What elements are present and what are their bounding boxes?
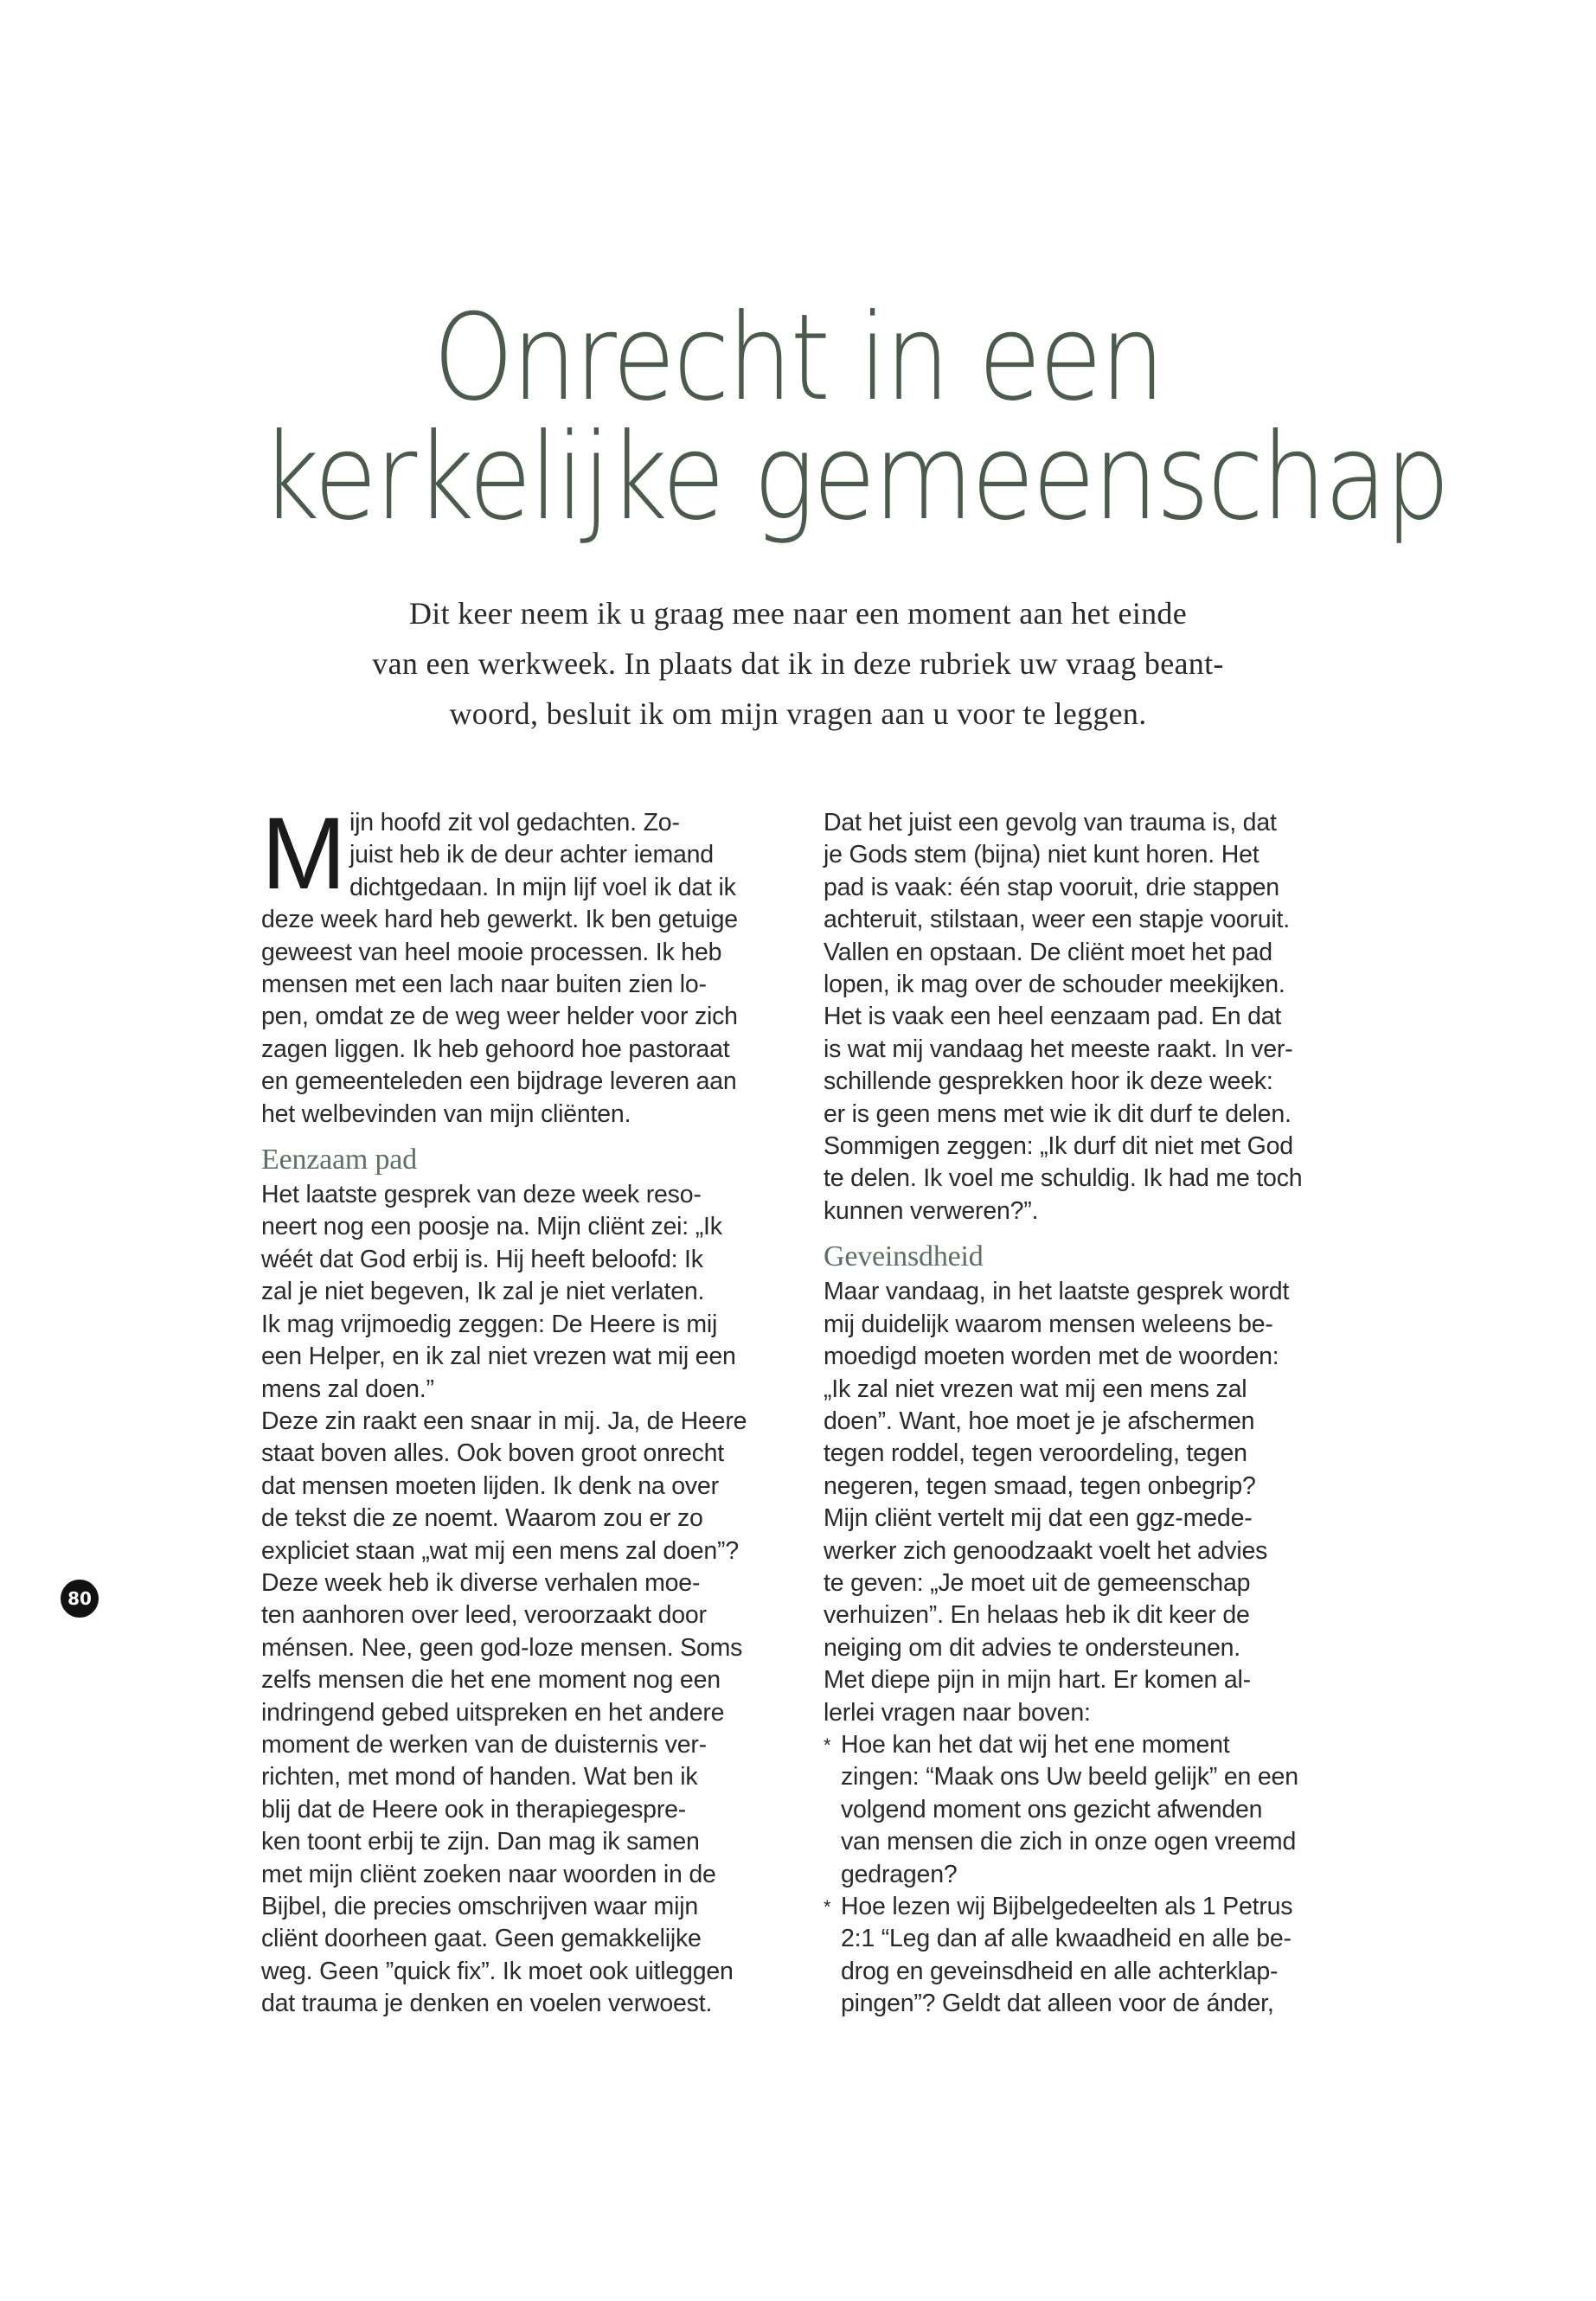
section-heading-eenzaam-pad: Eenzaam pad	[261, 1144, 417, 1176]
intro-line: woord, besluit ik om mijn vragen aan u voor te leggen.	[449, 696, 1147, 731]
left-column	[261, 797, 815, 2021]
right-column	[824, 807, 1377, 2021]
bullet-line: van mensen die zich in onze ogen vreemd	[841, 1828, 1297, 1856]
body-line: Deze week heb ik diverse verhalen moe-	[261, 1568, 701, 1597]
body-line: ménsen. Nee, geen god-loze mensen. Soms	[261, 1633, 743, 1662]
body-line: Het is vaak een heel eenzaam pad. En dat	[824, 1003, 1282, 1031]
asterisk-bullet-icon: *	[824, 1734, 831, 1756]
body-line: Ik mag vrijmoedig zeggen: De Heere is mij	[261, 1310, 718, 1338]
body-line: negeren, tegen smaad, tegen onbegrip?	[824, 1471, 1256, 1500]
bullet-line: gedragen?	[841, 1860, 958, 1888]
bullet-line: pingen”? Geldt dat alleen voor de ánder,	[841, 1990, 1274, 2018]
body-line: Vallen en opstaan. De cliënt moet het pad	[824, 938, 1272, 966]
bullet-line: zingen: “Maak ons Uw beeld gelijk” en een	[841, 1763, 1298, 1791]
bullet-line: Hoe kan het dat wij het ene moment	[841, 1730, 1230, 1759]
body-line: deze week hard heb gewerkt. Ik ben getuige	[261, 906, 738, 934]
body-line: pad is vaak: één stap vooruit, drie stappen	[824, 873, 1279, 901]
body-line: moedigd moeten worden met de woorden:	[824, 1343, 1279, 1371]
bullet-item	[824, 1891, 1377, 2021]
section-body	[261, 1179, 815, 2021]
section-heading-geveinsdheid: Geveinsdheid	[824, 1240, 984, 1273]
body-line: mensen met een lach naar buiten zien lo-	[261, 971, 707, 999]
continued-paragraph	[824, 807, 1377, 1227]
drop-cap: M	[261, 797, 347, 911]
body-line: zal je niet begeven, Ik zal je niet verlaten.	[261, 1278, 705, 1306]
body-line: je Gods stem (bijna) niet kunt horen. Het	[824, 841, 1259, 869]
body-line: geweest van heel mooie processen. Ik heb	[261, 938, 722, 966]
body-line: Deze zin raakt een snaar in mij. Ja, de Heere	[261, 1407, 747, 1435]
body-line: Maar vandaag, in het laatste gesprek wordt	[824, 1278, 1290, 1306]
body-line: met mijn cliënt zoeken naar woorden in de	[261, 1860, 716, 1888]
body-line: wéét dat God erbij is. Hij heeft beloofd: Ik	[261, 1245, 703, 1273]
title-line-2: kerkelijke gemeenschap	[260, 407, 1448, 547]
body-line: expliciet staan „wat mij een mens zal doen”?	[261, 1536, 739, 1565]
body-line: Het laatste gesprek van deze week reso-	[261, 1181, 702, 1209]
body-line: is wat mij vandaag het meeste raakt. In ver-	[824, 1035, 1293, 1063]
body-line: neiging om dit advies te ondersteunen.	[824, 1633, 1240, 1662]
body-line: ken toont erbij te zijn. Dan mag ik samen	[261, 1828, 700, 1856]
article-title	[260, 288, 1448, 547]
body-line: moment de werken van de duisternis ver-	[261, 1730, 707, 1759]
intro-line: van een werkweek. In plaats dat ik in deze rubriek uw vraag beant-	[372, 646, 1224, 681]
body-line: dat mensen moeten lijden. Ik denk na over	[261, 1471, 719, 1500]
body-line: kunnen verweren?”.	[824, 1196, 1039, 1225]
page-number: 80	[67, 1588, 92, 1609]
body-line: indringend gebed uitspreken en het andere	[261, 1698, 725, 1727]
body-line: pen, omdat ze de weg weer helder voor zich	[261, 1003, 738, 1031]
bullet-line: volgend moment ons gezicht afwenden	[841, 1795, 1263, 1823]
body-line: cliënt doorheen gaat. Geen gemakkelijke	[261, 1925, 702, 1953]
body-line: lerlei vragen naar boven:	[824, 1698, 1091, 1727]
body-line: te delen. Ik voel me schuldig. Ik had me toch	[824, 1164, 1303, 1193]
body-line: juist heb ik de deur achter iemand	[349, 841, 714, 869]
body-line: Dat het juist een gevolg van trauma is, dat	[824, 809, 1277, 836]
intro-line: Dit keer neem ik u graag mee naar een moment aan het einde	[409, 596, 1187, 631]
body-line: er is geen mens met wie ik dit durf te delen.	[824, 1099, 1292, 1128]
bullet-item	[824, 1729, 1377, 1891]
body-line: zelfs mensen die het ene moment nog een	[261, 1666, 721, 1695]
body-line: staat boven alles. Ook boven groot onrecht	[261, 1439, 725, 1468]
body-line: neert nog een poosje na. Mijn cliënt zei: „Ik	[261, 1213, 722, 1241]
body-line: Mijn cliënt vertelt mij dat een ggz-mede-	[824, 1504, 1253, 1533]
body-line: weg. Geen ”quick fix”. Ik moet ook uitleggen	[261, 1957, 734, 1985]
section-body	[824, 1276, 1377, 1729]
body-line: dichtgedaan. In mijn lijf voel ik dat ik	[349, 873, 736, 901]
body-line: Bijbel, die precies omschrijven waar mijn	[261, 1893, 698, 1920]
body-line: mens zal doen.”	[261, 1375, 434, 1403]
bullet-line: Hoe lezen wij Bijbelgedeelten als 1 Petrus	[841, 1893, 1293, 1920]
body-line: lopen, ik mag over de schouder meekijken.	[824, 971, 1285, 999]
body-line: „Ik zal niet vrezen wat mij een mens zal	[824, 1375, 1247, 1403]
body-line: werker zich genoodzaakt voelt het advies	[824, 1536, 1268, 1565]
body-line: Sommigen zeggen: „Ik durf dit niet met God	[824, 1132, 1293, 1161]
body-line: achteruit, stilstaan, weer een stapje vooruit.	[824, 906, 1290, 934]
body-line: richten, met mond of handen. Wat ben ik	[261, 1763, 698, 1791]
body-line: verhuizen”. En helaas heb ik dit keer de	[824, 1601, 1250, 1630]
asterisk-bullet-icon: *	[824, 1896, 831, 1918]
body-line: schillende gesprekken hoor ik deze week:	[824, 1067, 1273, 1096]
bullet-line: 2:1 “Leg dan af alle kwaadheid en alle be-	[841, 1925, 1292, 1953]
body-line: te geven: „Je moet uit de gemeenschap	[824, 1568, 1251, 1597]
body-line: zagen liggen. Ik heb gehoord hoe pastoraat	[261, 1035, 730, 1063]
body-line: mij duidelijk waarom mensen weleens be-	[824, 1310, 1273, 1338]
article-intro	[311, 588, 1285, 739]
body-line: en gemeenteleden een bijdrage leveren aan	[261, 1067, 737, 1096]
title-line-1: Onrecht in een	[433, 288, 1163, 427]
body-line: ten aanhoren over leed, veroorzaakt door	[261, 1601, 707, 1630]
body-line: ijn hoofd zit vol gedachten. Zo-	[349, 809, 680, 836]
body-line: Met diepe pijn in mijn hart. Er komen al-	[824, 1666, 1251, 1695]
page-number-badge	[61, 1580, 99, 1618]
body-line: doen”. Want, hoe moet je je afschermen	[824, 1407, 1255, 1435]
body-line: een Helper, en ik zal niet vrezen wat mij een	[261, 1343, 736, 1371]
body-line: de tekst die ze noemt. Waarom zou er zo	[261, 1504, 703, 1533]
bullet-line: drog en geveinsdheid en alle achterklap-	[841, 1957, 1279, 1985]
body-line: tegen roddel, tegen veroordeling, tegen	[824, 1439, 1247, 1468]
body-line: blij dat de Heere ook in therapiegespre-	[261, 1795, 687, 1823]
body-line: dat trauma je denken en voelen verwoest.	[261, 1990, 713, 2018]
body-line: het welbevinden van mijn cliënten.	[261, 1099, 631, 1128]
